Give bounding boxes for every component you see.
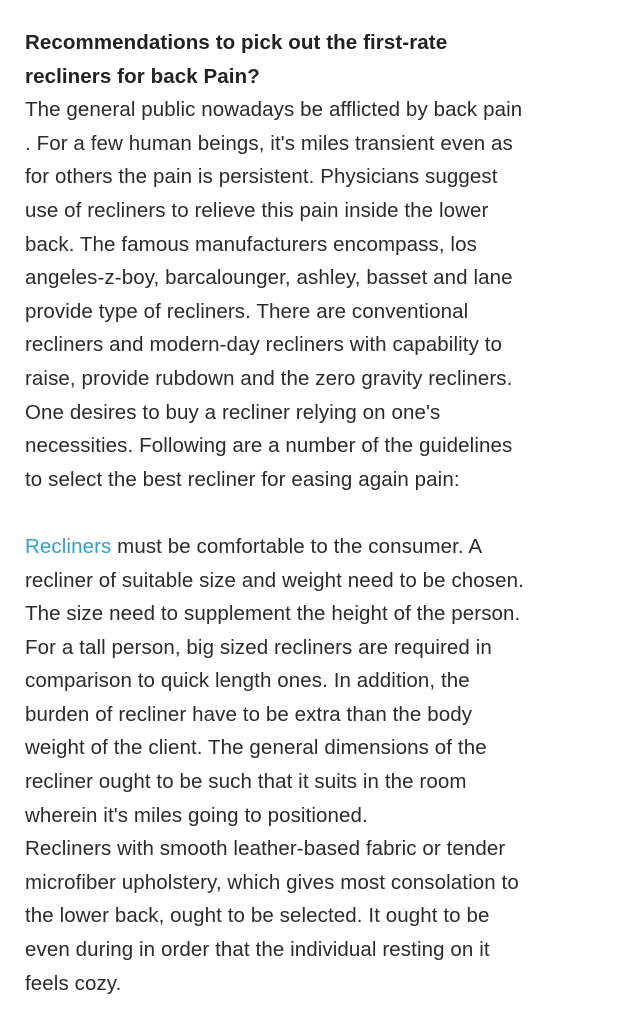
text-line: microfiber upholstery, which gives most consolation to [25,870,519,894]
text-line: for others the pain is persistent. Physicians suggest [25,165,498,189]
text-line: even during in order that the individual resting on it [25,938,490,962]
text-line: The size need to supplement the height of the person. [25,602,521,626]
size-paragraph [25,530,625,832]
text-line: The general public nowadays be afflicted by back pain [25,98,523,122]
text-line: Recliners with smooth leather-based fabric or tender [25,837,506,861]
text-line: angeles-z-boy, barcalounger, ashley, basset and lane [25,266,513,290]
text-line: For a tall person, big sized recliners are required in [25,635,492,659]
article-heading [25,26,625,93]
text-line: necessities. Following are a number of the guidelines [25,434,513,458]
text-line: raise, provide rubdown and the zero gravity recliners. [25,366,513,390]
text-line: back. The famous manufacturers encompass, los [25,232,477,256]
text-line: recliner ought to be such that it suits in the room [25,770,467,794]
article [25,26,625,1000]
text-line: to select the best recliner for easing again pain: [25,467,460,491]
text-line: . For a few human beings, it's miles transient even as [25,131,513,155]
text-line: weight of the client. The general dimensions of the [25,736,487,760]
text-line: wherein it's miles going to positioned. [25,803,368,827]
text-line: the lower back, ought to be selected. It ought to be [25,904,490,928]
text-line [25,530,625,564]
recliners-link[interactable]: Recliners [25,534,112,558]
text-line: use of recliners to relieve this pain inside the lower [25,198,489,222]
intro-paragraph [25,93,625,496]
text-line: comparison to quick length ones. In addition, the [25,669,470,693]
text-line: burden of recliner have to be extra than the body [25,702,473,726]
fabric-paragraph [25,832,625,1000]
heading-line: recliners for back Pain? [25,64,260,88]
text-line: recliners and modern-day recliners with capability to [25,333,503,357]
heading-line: Recommendations to pick out the first-rate [25,31,448,54]
text-line: provide type of recliners. There are conventional [25,299,469,323]
text-line: recliner of suitable size and weight need to be chosen. [25,568,524,592]
text-line: feels cozy. [25,971,122,995]
text-line: One desires to buy a recliner relying on one's [25,400,441,424]
text-span: must be comfortable to the consumer. A [111,534,483,558]
paragraph-gap [25,496,625,530]
